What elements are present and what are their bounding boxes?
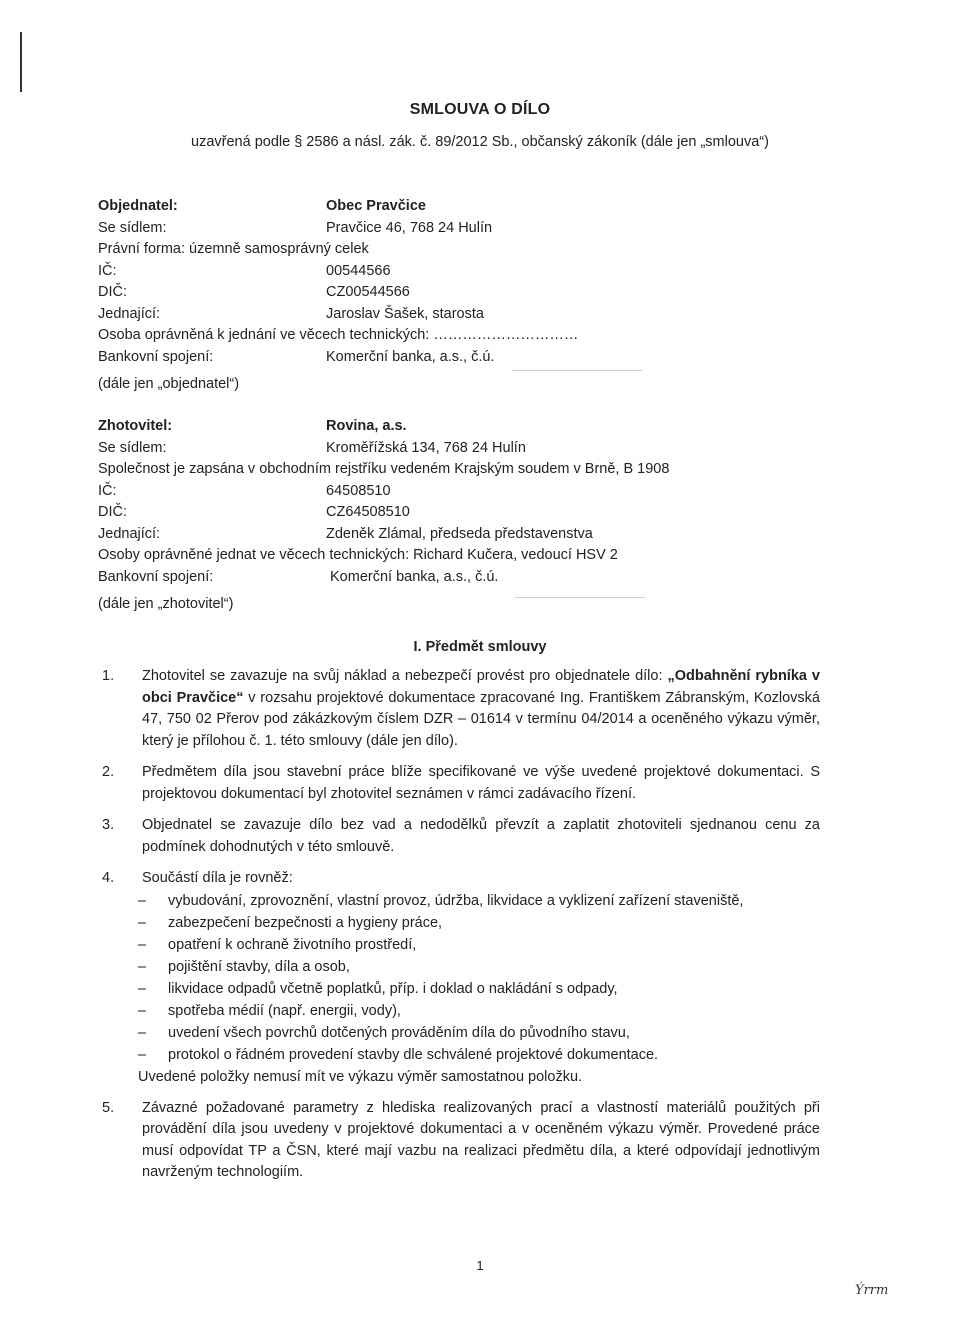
objednatel-banka: Komerční banka, a.s., č.ú.: [326, 348, 495, 365]
zhotovitel-dale-jen: (dále jen „zhotovitel“): [98, 596, 234, 612]
item-number: 3.: [102, 817, 115, 833]
item-number: 2.: [102, 764, 115, 780]
zhotovitel-heading: Zhotovitel:: [98, 418, 173, 434]
item-3-text: Objednatel se zavazuje dílo bez vad a nedodělků převzít a zaplatit zhotoviteli sjednanou cenu za podmínek dohodnutých v této smlouvě.: [142, 817, 820, 855]
item-4-bullets: [138, 890, 820, 1066]
item-5-text: Závazné požadované parametry z hlediska realizovaných prací a vlastností materiálů použitých při provádění díla jsou uvedeny v projektové dokumentaci a v oceněném výkazu výměr. Provedené práce musí odpovídat TP a ČSN, které mají vazbu na realizaci předmětu díla, a které odpovídají jednotlivým navrženým technologiím.: [142, 1099, 820, 1180]
objednatel-ic-label: IČ:: [98, 262, 117, 279]
objednatel-banka-label: Bankovní spojení:: [98, 348, 214, 365]
zhotovitel-ic-label: IČ:: [98, 482, 117, 499]
item-1-text-a: Zhotovitel se zavazuje na svůj náklad a nebezpečí provést pro objednatele dílo:: [142, 668, 668, 684]
zhotovitel-jednajici-label: Jednající:: [98, 525, 161, 542]
dash-icon: –: [138, 1024, 147, 1041]
bullet-item: [138, 912, 820, 934]
item-number: 1.: [102, 668, 115, 684]
page-number: 1: [476, 1258, 484, 1273]
dash-icon: –: [138, 1046, 147, 1063]
bullet-text: vybudování, zprovoznění, vlastní provoz, údržba, likvidace a vyklizení zařízení staveniště,: [168, 892, 744, 909]
bullet-item: [138, 1022, 820, 1044]
bullet-text: spotřeba médií (např. energii, vody),: [168, 1002, 401, 1019]
objednatel-dic: CZ00544566: [326, 284, 410, 300]
dash-icon: –: [138, 1002, 147, 1019]
item-number: 5.: [102, 1099, 115, 1116]
bullet-item: [138, 934, 820, 956]
section-title: I. Předmět smlouvy: [413, 639, 547, 655]
objednatel-osoba-technicka: Osoba oprávněná k jednání ve věcech technických: …………………………: [98, 327, 579, 343]
bullet-text: opatření k ochraně životního prostředí,: [168, 936, 417, 953]
zhotovitel-block: [98, 416, 878, 616]
list-item-3: [98, 815, 820, 858]
item-1-text-b: v rozsahu projektové dokumentace zpracované Ing. Františkem Zábranským, Kozlovská 47, 750 02 Přerov pod zákázkovým číslem DZR – 01614 v termínu 04/2014 a oceněného výkazu výměr, který je přílohou č. 1. této smlouvy (dále jen dílo).: [142, 689, 820, 749]
scan-margin-mark: [20, 32, 22, 92]
objednatel-dic-label: DIČ:: [98, 284, 127, 300]
faint-account-line-2: [515, 597, 645, 598]
zhotovitel-rejstrik: Společnost je zapsána v obchodním rejstříku vedeném Krajským soudem v Brně, B 1908: [98, 461, 670, 477]
bullet-item: [138, 978, 820, 1000]
item-number: 4.: [102, 870, 115, 886]
zhotovitel-sidlo-label: Se sídlem:: [98, 439, 167, 456]
zhotovitel-ic: 64508510: [326, 482, 391, 499]
zhotovitel-banka-label: Bankovní spojení:: [98, 568, 214, 585]
dash-icon: –: [138, 914, 147, 931]
bullet-text: pojištění stavby, díla a osob,: [168, 958, 350, 975]
objednatel-block: [98, 196, 878, 396]
dash-icon: –: [138, 892, 147, 909]
objednatel-ic: 00544566: [326, 262, 391, 279]
objednatel-heading: Objednatel:: [98, 198, 178, 214]
bullet-item: [138, 1044, 820, 1066]
bullet-item: [138, 1000, 820, 1022]
faint-account-line: [512, 370, 642, 371]
dash-icon: –: [138, 980, 147, 997]
zhotovitel-jednajici: Zdeněk Zlámal, předseda představenstva: [326, 525, 593, 542]
list-item-1: [98, 666, 820, 752]
handwritten-initials: Ýrrm: [855, 1283, 889, 1298]
bullet-item: [138, 956, 820, 978]
dash-icon: –: [138, 958, 147, 975]
item-1-work-name: „Odbahnění rybníka v obci Pravčice“: [142, 668, 820, 706]
zhotovitel-dic: CZ64508510: [326, 504, 410, 520]
zhotovitel-dic-label: DIČ:: [98, 504, 127, 520]
objednatel-pravni-forma: Právní forma: územně samosprávný celek: [98, 241, 369, 257]
item-4-note: Uvedené položky nemusí mít ve výkazu výměr samostatnou položku.: [138, 1068, 583, 1085]
bullet-text: zabezpečení bezpečnosti a hygieny práce,: [168, 914, 443, 931]
bullet-item: [138, 890, 820, 912]
list-item-5: [98, 1098, 820, 1184]
list-item-4: [98, 868, 820, 1088]
dash-icon: –: [138, 936, 147, 953]
zhotovitel-osoba-technicka: Osoby oprávněné jednat ve věcech technických: Richard Kučera, vedoucí HSV 2: [98, 547, 618, 563]
objednatel-sidlo-label: Se sídlem:: [98, 219, 167, 236]
zhotovitel-banka: Komerční banka, a.s., č.ú.: [330, 568, 499, 585]
document-subtitle: uzavřená podle § 2586 a násl. zák. č. 89/2012 Sb., občanský zákoník (dále jen „smlouva“): [191, 134, 769, 150]
objednatel-jednajici: Jaroslav Šašek, starosta: [326, 305, 484, 322]
item-4-text: Součástí díla je rovněž:: [142, 870, 293, 886]
zhotovitel-name: Rovina, a.s.: [326, 418, 407, 434]
item-2-text: Předmětem díla jsou stavební práce blíže specifikované ve výše uvedené projektové dokumentaci. S projektovou dokumentací byl zhotovitel seznámen v rámci zadávacího řízení.: [142, 764, 820, 802]
objednatel-sidlo: Pravčice 46, 768 24 Hulín: [326, 219, 493, 236]
objednatel-jednajici-label: Jednající:: [98, 305, 161, 322]
list-item-2: [98, 762, 820, 805]
objednatel-dale-jen: (dále jen „objednatel“): [98, 376, 240, 392]
bullet-text: likvidace odpadů včetně poplatků, příp. i doklad o nakládání s odpady,: [168, 980, 618, 997]
bullet-text: protokol o řádném provedení stavby dle schválené projektové dokumentace.: [168, 1046, 659, 1063]
zhotovitel-sidlo: Kroměřížská 134, 768 24 Hulín: [326, 439, 526, 456]
bullet-text: uvedení všech povrchů dotčených prováděním díla do původního stavu,: [168, 1024, 630, 1041]
objednatel-name: Obec Pravčice: [326, 198, 426, 214]
contract-items: [98, 666, 820, 1194]
document-title: SMLOUVA O DÍLO: [409, 101, 551, 118]
